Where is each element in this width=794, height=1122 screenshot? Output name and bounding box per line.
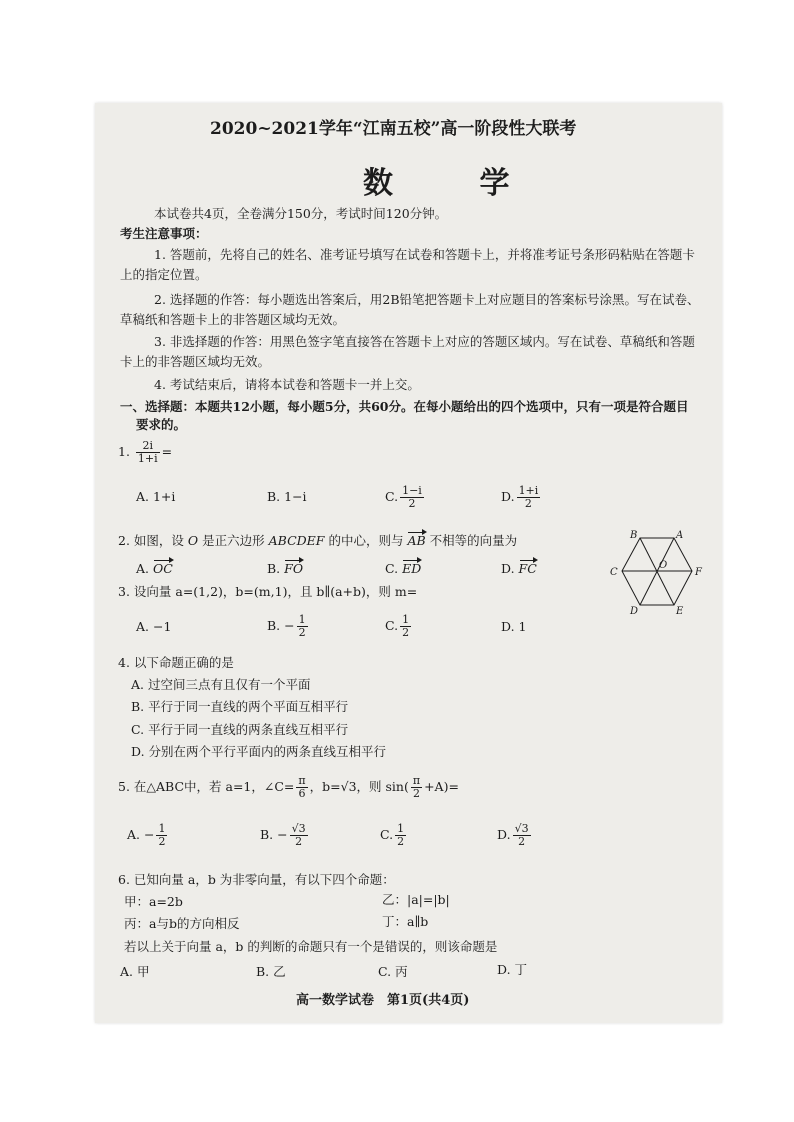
q6-option-b[interactable]: B. 乙 xyxy=(256,964,286,979)
q6-option-c[interactable]: C. 丙 xyxy=(378,964,408,979)
q6-statement-jia: 甲：a=2b xyxy=(124,894,183,909)
q4-option-a[interactable]: A. 过空间三点有且仅有一个平面 xyxy=(131,677,311,692)
notice-item-1-cont: 上的指定位置。 xyxy=(120,267,208,282)
q2-option-b[interactable]: B. FO xyxy=(267,561,304,576)
notice-heading: 考生注意事项： xyxy=(120,226,208,241)
q1-option-d[interactable]: D. $\frac{1+i}{2}$ xyxy=(501,484,539,510)
question-6: 6. 已知向量 a，b 为非零向量，有以下四个命题： xyxy=(118,872,395,887)
q6-option-d[interactable]: D. 丁 xyxy=(497,962,528,977)
section-heading: 一、选择题：本题共12小题，每小题5分，共60分。在每小题给出的四个选项中，只有一项是符合题目 xyxy=(120,399,689,414)
page-footer: 高一数学试卷 第1页(共4页) xyxy=(296,993,470,1008)
label-o: O xyxy=(659,560,668,571)
q3-option-c[interactable]: C. $\frac{1}{2}$ xyxy=(385,613,410,639)
exam-intro: 本试卷共4页，全卷满分150分，考试时间120分钟。 xyxy=(154,206,448,221)
q4-option-b[interactable]: B. 平行于同一直线的两个平面互相平行 xyxy=(131,699,349,714)
q1-option-c[interactable]: C. $\frac{1-i}{2}$ xyxy=(385,484,422,510)
question-2: 2. 如图，设 O 是正六边形 ABCDEF 的中心，则与 AB 不相等的向量为 xyxy=(118,533,518,548)
notice-item-2-cont: 草稿纸和答题卡上的非答题区域均无效。 xyxy=(120,312,346,327)
label-d: D xyxy=(630,606,639,617)
notice-item-3-cont: 卡上的非答题区域均无效。 xyxy=(120,354,271,369)
question-4: 4. 以下命题正确的是 xyxy=(118,655,234,670)
notice-item-3: 3. 非选择题的作答：用黑色签字笔直接答在答题卡上对应的答题区域内。写在试卷、草稿纸和答题 xyxy=(154,334,695,349)
q2-option-d[interactable]: D. FC xyxy=(501,561,537,576)
notice-item-2: 2. 选择题的作答：每小题选出答案后，用2B铅笔把答题卡上对应题目的答案标号涂黑。写在试卷、 xyxy=(154,292,700,307)
q6-statement-bing: 丙：a与b的方向相反 xyxy=(124,916,240,931)
q3-option-a[interactable]: A. −1 xyxy=(136,619,172,634)
label-c: C xyxy=(610,567,618,578)
notice-item-1: 1. 答题前，先将自己的姓名、准考证号填写在试卷和答题卡上，并将准考证号条形码粘贴在答题卡 xyxy=(154,247,695,262)
label-a: A xyxy=(676,530,684,541)
q5-option-a[interactable]: A. − $\frac{1}{2}$ xyxy=(127,822,166,848)
fraction: $\frac{2i}{1+i}$ xyxy=(137,439,158,465)
q6-statement-ding: 丁：a∥b xyxy=(382,914,429,929)
q3-option-d[interactable]: D. 1 xyxy=(501,619,527,634)
hexagon-figure xyxy=(600,527,710,617)
q4-option-c[interactable]: C. 平行于同一直线的两条直线互相平行 xyxy=(131,722,349,737)
q2-option-c[interactable]: C. ED xyxy=(385,561,422,576)
q4-option-d[interactable]: D. 分别在两个平行平面内的两条直线互相平行 xyxy=(131,744,387,759)
q6-option-a[interactable]: A. 甲 xyxy=(120,964,150,979)
q5-option-b[interactable]: B. − $\frac{√3}{2}$ xyxy=(260,822,306,848)
label-f: F xyxy=(695,567,702,578)
q1-option-b[interactable]: B. 1−i xyxy=(267,489,307,504)
question-1: 1. $\frac{2i}{1+i}$ = xyxy=(118,439,173,465)
q3-option-b[interactable]: B. − $\frac{1}{2}$ xyxy=(267,613,306,639)
q5-option-d[interactable]: D. $\frac{√3}{2}$ xyxy=(497,822,529,848)
exam-title: 2020~2021学年“江南五校”高一阶段性大联考 xyxy=(210,119,577,139)
subject-title: 数 学 xyxy=(363,166,548,201)
label-b: B xyxy=(630,530,638,541)
q5-option-c[interactable]: C. $\frac{1}{2}$ xyxy=(380,822,405,848)
q1-option-a[interactable]: A. 1+i xyxy=(136,489,176,504)
question-5: 5. 在△ABC中，若 a=1，∠C= $\frac{\pi}{6}$ ，b=√3，则 sin( $\frac{\pi}{2}$ +A)= xyxy=(118,774,459,800)
question-3: 3. 设向量 a=(1,2)，b=(m,1)，且 b∥(a+b)，则 m= xyxy=(118,584,418,599)
section-heading-cont: 要求的。 xyxy=(136,417,187,432)
q2-option-a[interactable]: A. OC xyxy=(136,561,173,576)
notice-item-4: 4. 考试结束后，请将本试卷和答题卡一并上交。 xyxy=(154,377,420,392)
label-e: E xyxy=(676,606,684,617)
q6-question: 若以上关于向量 a，b 的判断的命题只有一个是错误的，则该命题是 xyxy=(124,939,498,954)
q6-statement-yi: 乙：|a|=|b| xyxy=(382,892,450,907)
